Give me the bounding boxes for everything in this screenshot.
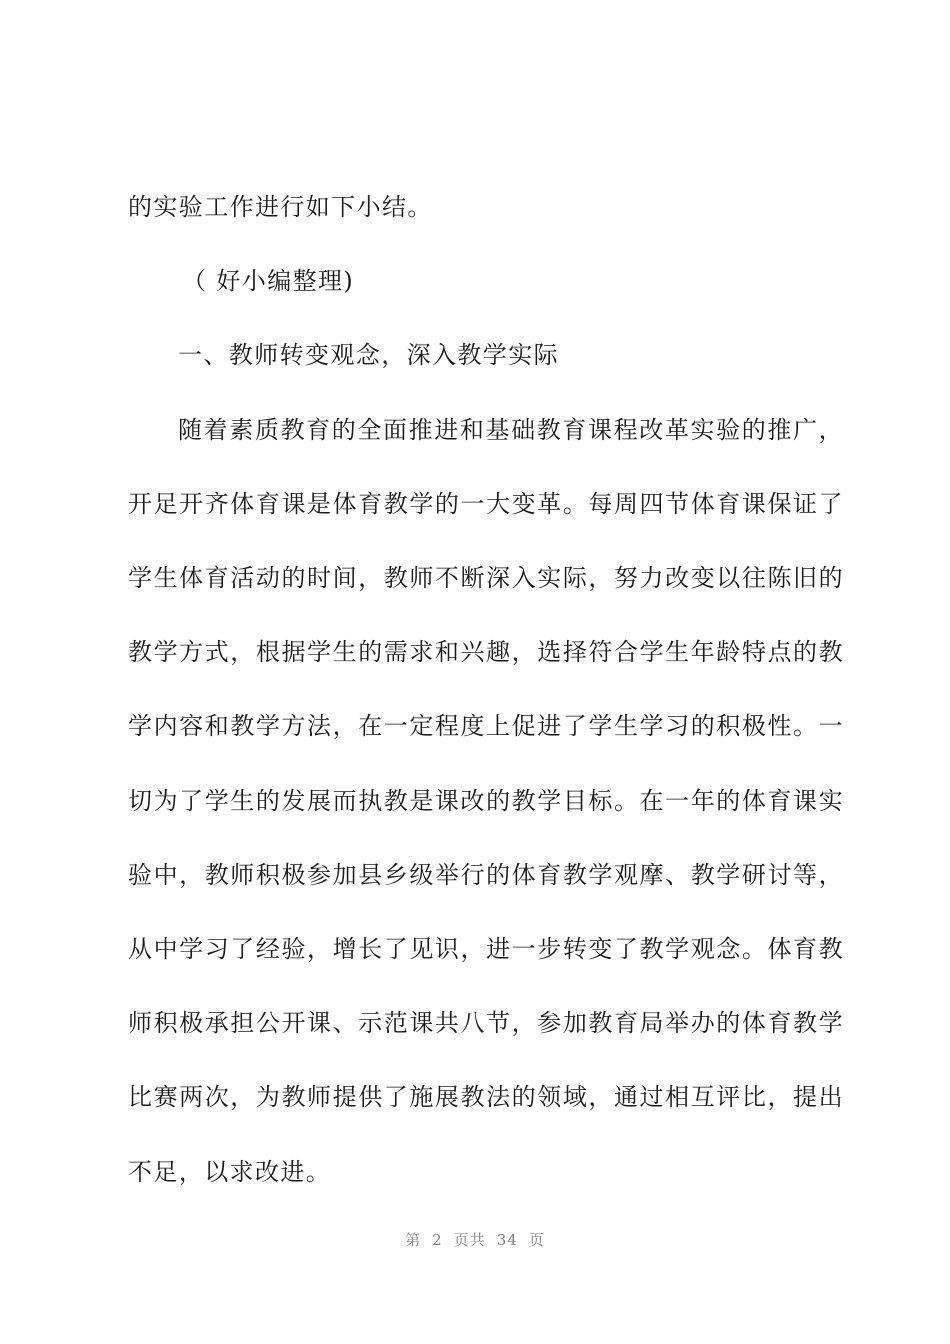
paragraph-continuation: 的实验工作进行如下小结。 [128, 193, 433, 221]
page-footer [0, 1229, 950, 1250]
current-page-number: 2 [432, 1231, 443, 1249]
total-pages-number: 34 [496, 1231, 518, 1249]
page-label-mid: 页共 [453, 1231, 486, 1249]
paragraph-source-note: （ 好小编整理) [182, 267, 355, 296]
document-body [128, 170, 844, 1209]
page-label-prefix: 第 [405, 1231, 422, 1249]
section-heading: 一、教师转变观念，深入教学实际 [178, 341, 559, 370]
page-label-suffix: 页 [528, 1231, 545, 1249]
paragraph-body: 随着素质教育的全面推进和基础教育课程改革实验的推广，开足开齐体育课是体育教学的一大变革。每周四节体育课保证了学生体育活动的时间，教师不断深入实际，努力改变以往陈旧的教学方式，根据学生的需求和兴趣，选择符合学生年龄特点的教学内容和教学方法，在一定程度上促进了学生学习的积极性。一切为了学生的发展而执教是课改的教学目标。在一年的体育课实验中，教师积极参加县乡级举行的体育教学观摩、教学研讨等，从中学习了经验，增长了见识，进一步转变了教学观念。体育教师积极承担公开课、示范课共八节，参加教育局举办的体育教学比赛两次，为教师提供了施展教法的领域，通过相互评比，提出不足，以求改进。 [128, 415, 844, 1186]
